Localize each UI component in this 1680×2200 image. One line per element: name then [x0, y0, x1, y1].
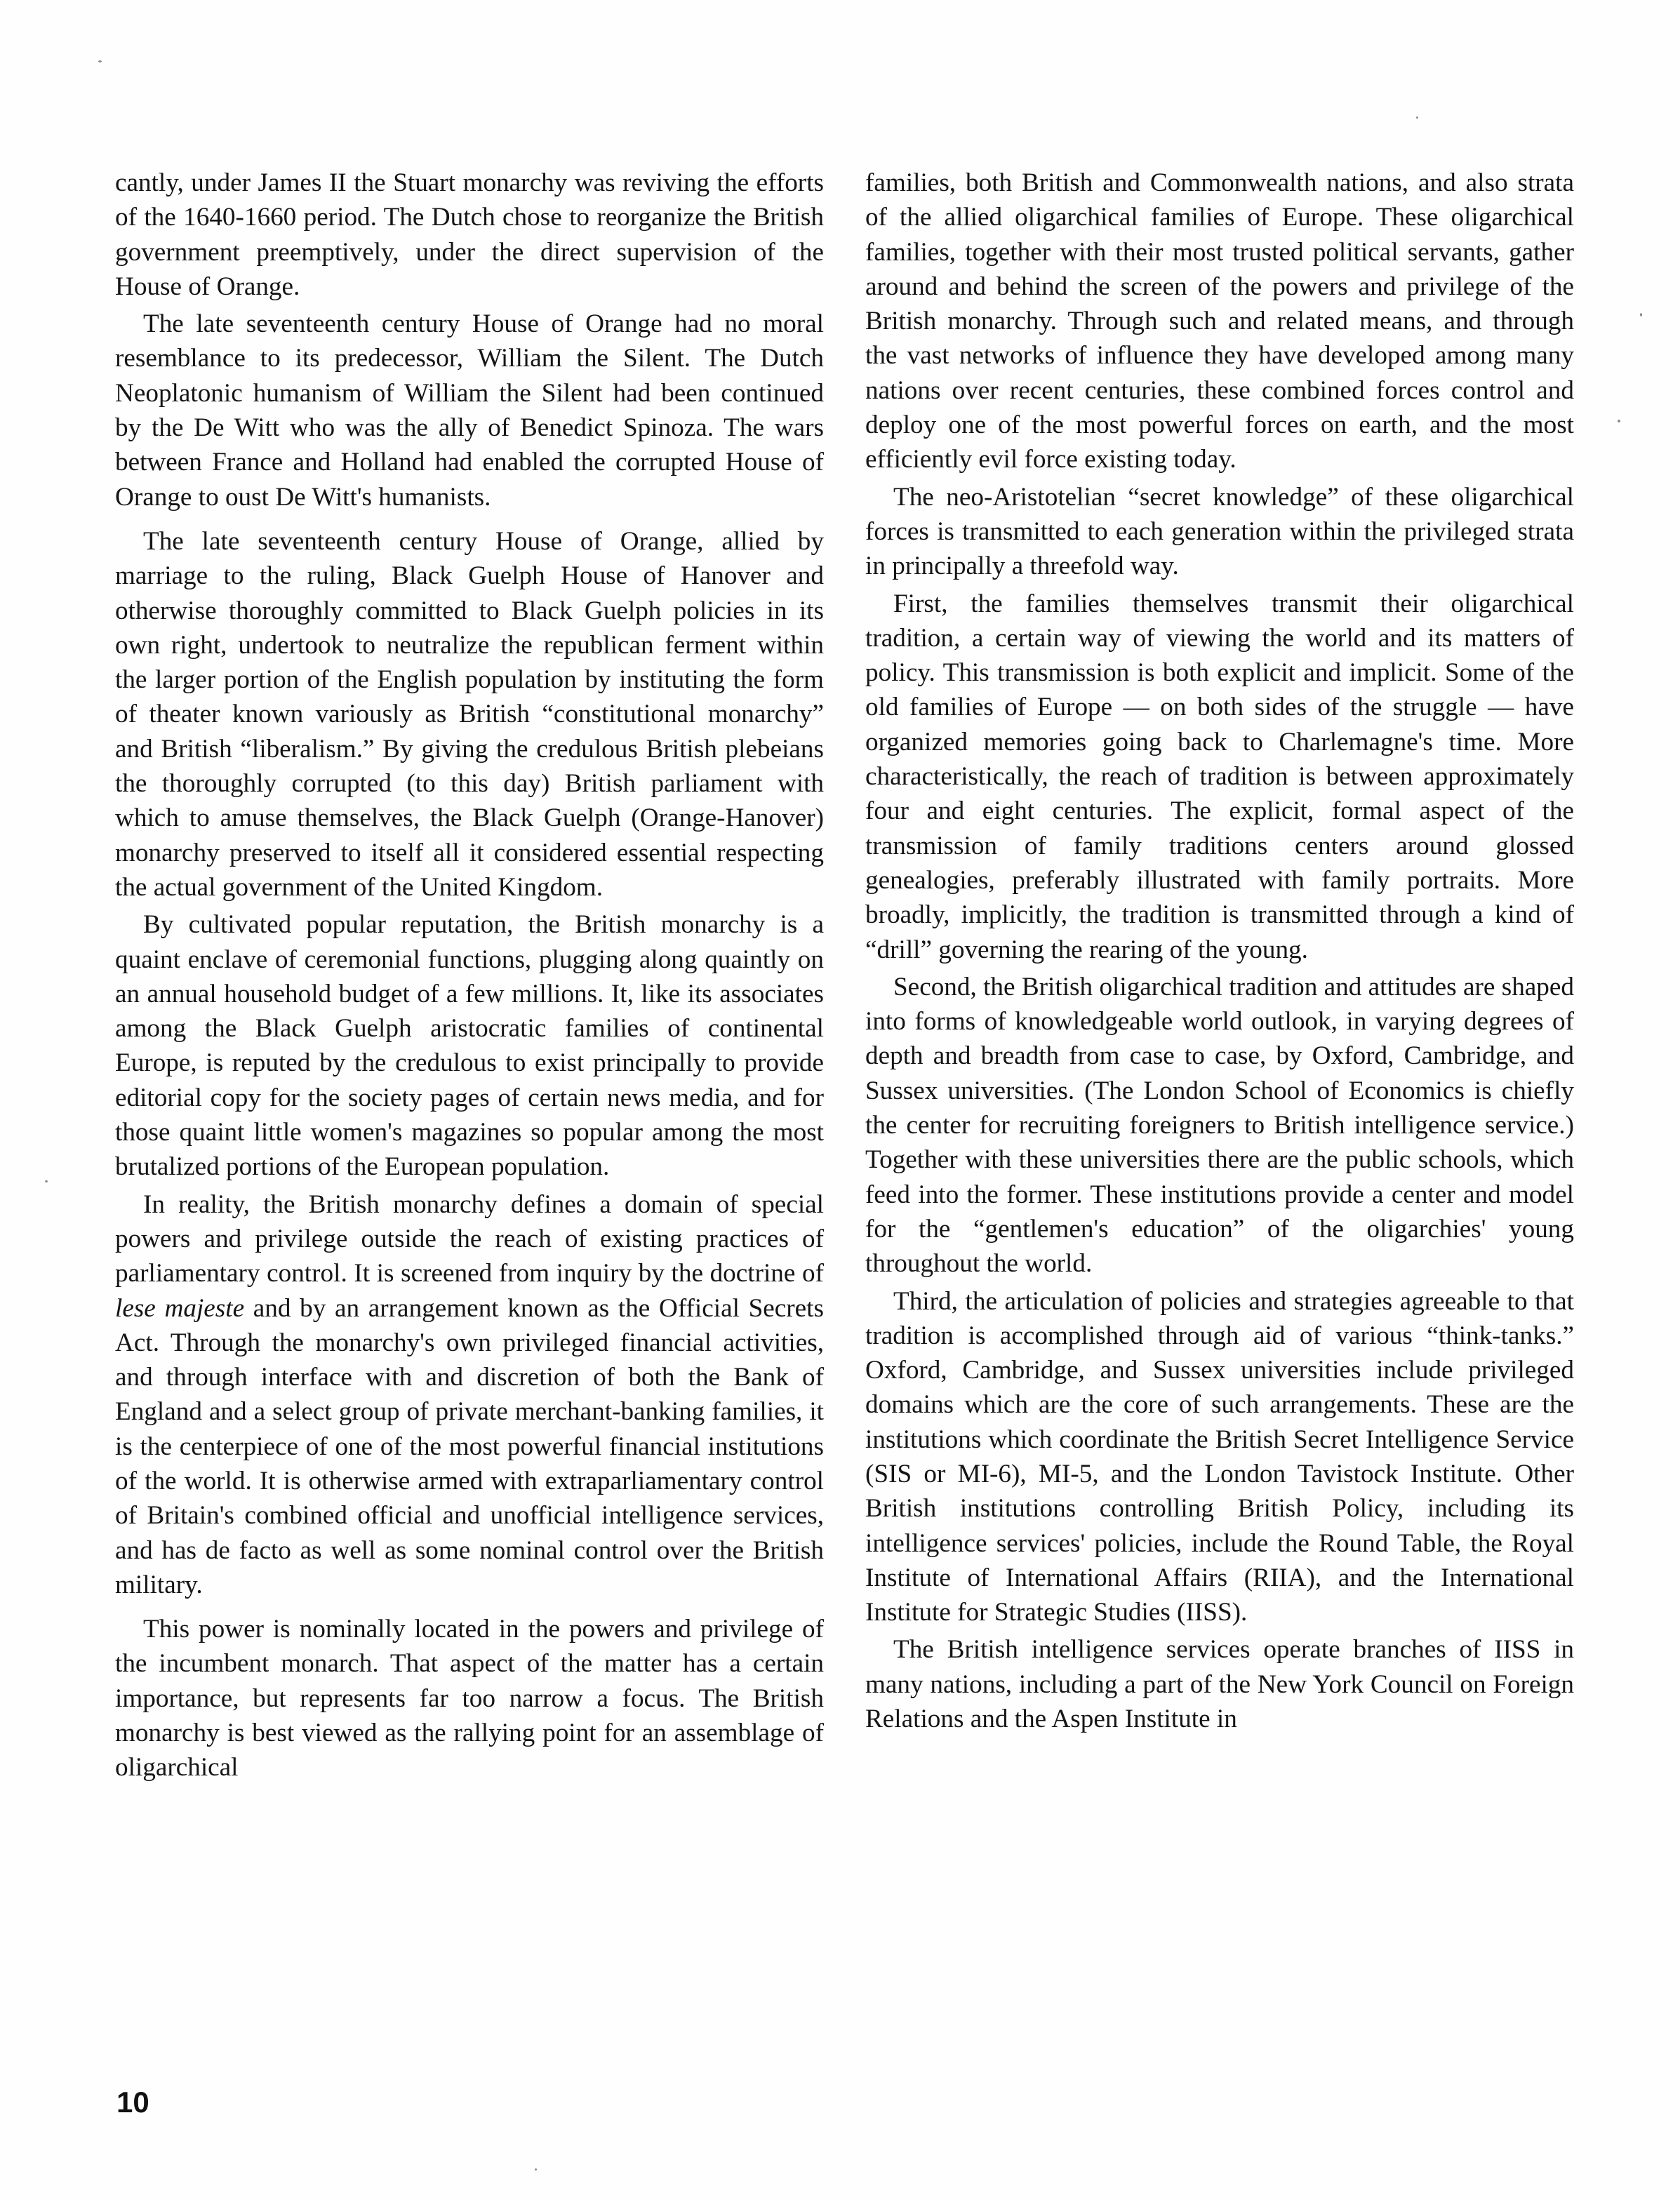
left-paragraph-6: This power is nominally located in the powers and privilege of the incumbent monarch. That aspect of the matter has a certain importance, but represents far too narrow a focus. The British monarchy is best viewed as the rallying point for an assemblage of oligarchical [115, 1615, 824, 1782]
left-paragraph-5-after: and by an arrangement known as the Official Secrets Act. Through the monarchy's own privileged financial activities, and through interface with and discretion of both the Bank of England and a select group of private merchant-banking families, it is the centerpiece of one of the most powerful financial institutions of the world. It is otherwise armed with extraparliamentary control of Britain's combined official and unofficial intelligence services, and has de facto as well as some nominal control over the British military. [115, 1293, 824, 1599]
left-paragraph-5 [115, 1187, 824, 1603]
lese-majeste-italic: lese majeste [115, 1293, 245, 1323]
scan-speck [1618, 420, 1620, 422]
left-paragraph-4: By cultivated popular reputation, the British monarchy is a quaint enclave of ceremonial functions, plugging along quaintly on an annual household budget of a few millions. It, like its associates among the Black Guelph aristocratic families of continental Europe, is reputed by the credulous to exist principally to provide editorial copy for the society pages of certain news media, and for those quaint little women's magazines so popular among the most brutalized portions of the European population. [115, 910, 824, 1182]
left-paragraph-3: The late seventeenth century House of Orange, allied by marriage to the ruling, Black Guelph House of Hanover and otherwise thoroughly committed to Black Guelph policies in its own right, undertook to neutralize the republican ferment within the larger portion of the English population by instituting the form of theater known variously as British “constitutional monarchy” and British “liberalism.” By giving the credulous British plebeians the thoroughly corrupted (to this day) British parliament with which to amuse themselves, the Black Guelph (Orange-Hanover) monarchy preserved to itself all it considered essential respecting the actual government of the United Kingdom. [115, 526, 824, 902]
scan-speck [45, 1180, 48, 1182]
scan-speck [98, 60, 102, 62]
left-paragraph-2: The late seventeenth century House of Orange had no moral resemblance to its predecessor, William the Silent. The Dutch Neoplatonic humanism of William the Silent had been continued by the De Witt who was the ally of Benedict Spinoza. The wars between France and Holland had enabled the corrupted House of Orange to oust De Witt's humanists. [115, 309, 824, 512]
right-paragraph-6: The British intelligence services operate branches of IISS in many nations, including a part of the New York Council on Foreign Relations and the Aspen Institute in [865, 1635, 1574, 1734]
page-number: 10 [116, 2086, 149, 2119]
right-paragraph-1: families, both British and Commonwealth nations, and also strata of the allied oligarchical families of Europe. These oligarchical families, together with their most trusted political servants, gather around and behind the screen of the powers and privilege of the British monarchy. Through such and related means, and through the vast networks of influence they have developed among many nations over recent centuries, these combined forces control and deploy one of the most powerful forces on earth, and the most efficiently evil force existing today. [865, 168, 1574, 474]
scan-speck [1416, 116, 1418, 119]
right-paragraph-4: Second, the British oligarchical tradition and attitudes are shaped into forms of knowledgeable world outlook, in varying degrees of depth and breadth from case to case, by Oxford, Cambridge, and Sussex universities. (The London School of Economics is chiefly the center for recruiting foreigners to British intelligence service.) Together with these universities there are the public schools, which feed into the former. These institutions provide a center and model for the “gentlemen's education” of the oligarchies' young throughout the world. [865, 972, 1574, 1279]
left-paragraph-1: cantly, under James II the Stuart monarchy was reviving the efforts of the 1640-1660 period. The Dutch chose to reorganize the British government preemptively, under the direct supervision of the House of Orange. [115, 168, 824, 301]
right-paragraph-5: Third, the articulation of policies and strategies agreeable to that tradition is accomplished through aid of various “think-tanks.” Oxford, Cambridge, and Sussex universities include privileged domains which are the core of such arrangements. These are the institutions which coordinate the British Secret Intelligence Service (SIS or MI-6), MI-5, and the London Tavistock Institute. Other British institutions controlling British Policy, including its intelligence services' policies, include the Round Table, the Royal Institute of International Affairs (RIIA), and the International Institute for Strategic Studies (IISS). [865, 1286, 1574, 1627]
right-paragraph-3: First, the families themselves transmit their oligarchical tradition, a certain way of viewing the world and its matters of policy. This transmission is both explicit and implicit. Some of the old families of Europe — on both sides of the struggle — have organized memories going back to Charlemagne's time. More characteristically, the reach of tradition is between approximately four and eight centuries. The explicit, formal aspect of the transmission of family traditions centers around glossed genealogies, preferably illustrated with family portraits. More broadly, implicitly, the tradition is transmitted through a kind of “drill” governing the rearing of the young. [865, 589, 1574, 964]
right-paragraph-2: The neo-Aristotelian “secret knowledge” of these oligarchical forces is transmitted to each generation within the privileged strata in principally a threefold way. [865, 482, 1574, 581]
left-text-column [115, 166, 824, 1785]
left-paragraph-5-before: In reality, the British monarchy defines a domain of special powers and privilege outside the reach of existing practices of parliamentary control. It is screened from inquiry by the doctrine of [115, 1189, 824, 1288]
scan-speck [535, 2168, 537, 2171]
right-text-column [865, 166, 1574, 1736]
scan-speck [1640, 313, 1642, 316]
